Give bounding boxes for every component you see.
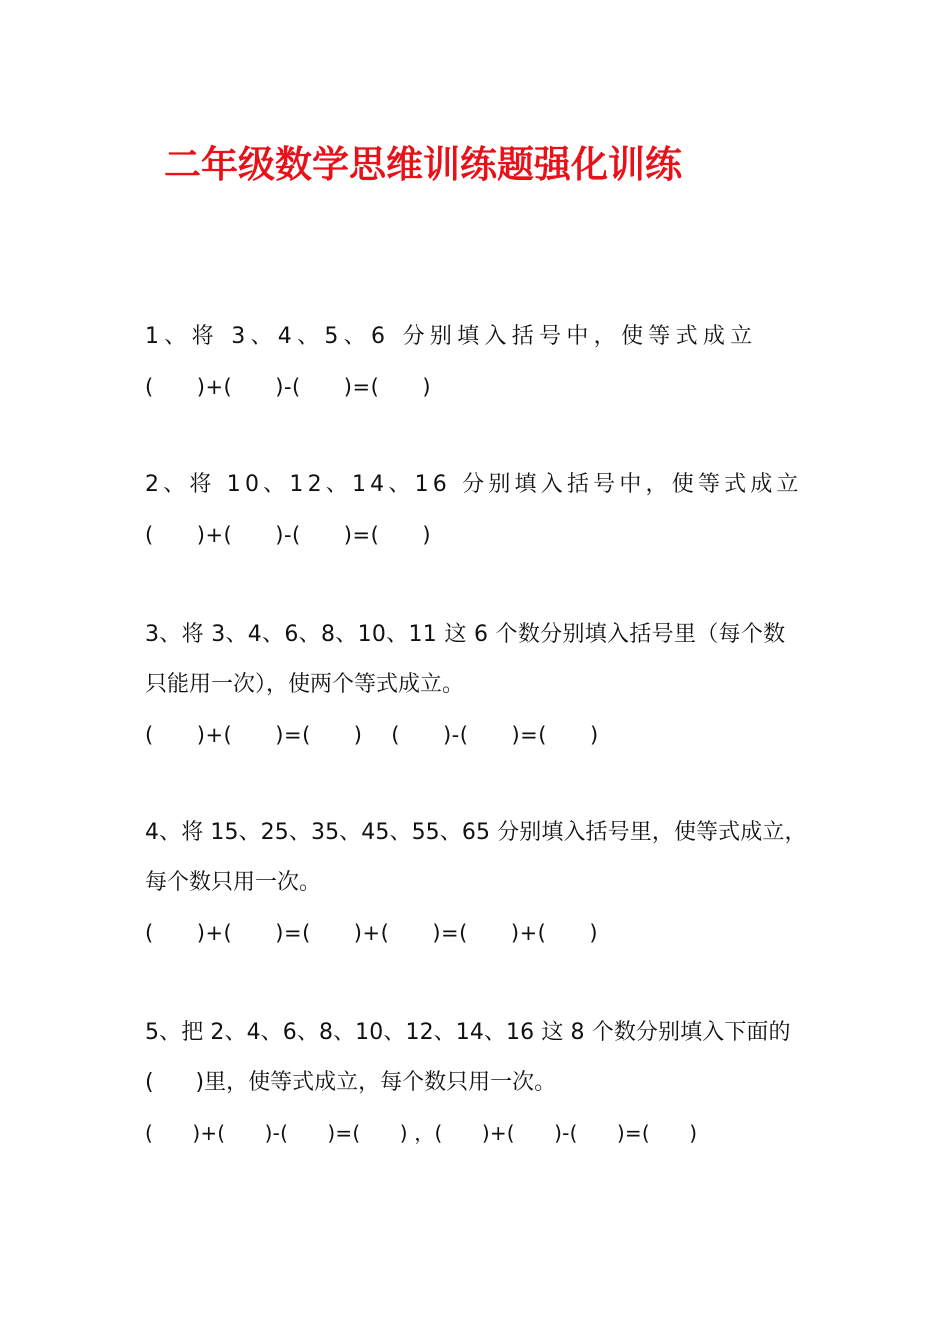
- question-5-text-line2: ( )里，使等式成立，每个数只用一次。: [145, 1070, 557, 1095]
- worksheet-title: 二年级数学思维训练题强化训练: [164, 143, 682, 186]
- question-4-text-line2: 每个数只用一次。: [145, 870, 322, 895]
- question-4-text-line1: 4、将 15、25、35、45、55、65 分别填入括号里，使等式成立，: [145, 820, 807, 845]
- question-3-text-line1: 3、将 3、4、6、8、10、11 这 6 个数分别填入括号里（每个数: [145, 622, 786, 647]
- question-1-text: 1、将 3、4、5、6 分别填入括号中，使等式成立: [145, 324, 758, 349]
- question-3-text-line2: 只能用一次），使两个等式成立。: [145, 672, 465, 697]
- question-5-text-line1: 5、把 2、4、6、8、10、12、14、16 这 8 个数分别填入下面的: [145, 1020, 791, 1045]
- question-3-blanks: ( )+( )=( ) ( )-( )=( ): [145, 723, 599, 747]
- question-4-blanks: ( )+( )=( )+( )=( )+( ): [145, 921, 599, 945]
- question-1-blanks: ( )+( )-( )=( ): [145, 375, 432, 399]
- question-2-text: 2、将 10、12、14、16 分别填入括号中，使等式成立: [145, 472, 803, 497]
- question-2-blanks: ( )+( )-( )=( ): [145, 523, 432, 547]
- question-5-blanks: ( )+( )-( )=( ) ，( )+( )-( )=( ): [145, 1121, 698, 1145]
